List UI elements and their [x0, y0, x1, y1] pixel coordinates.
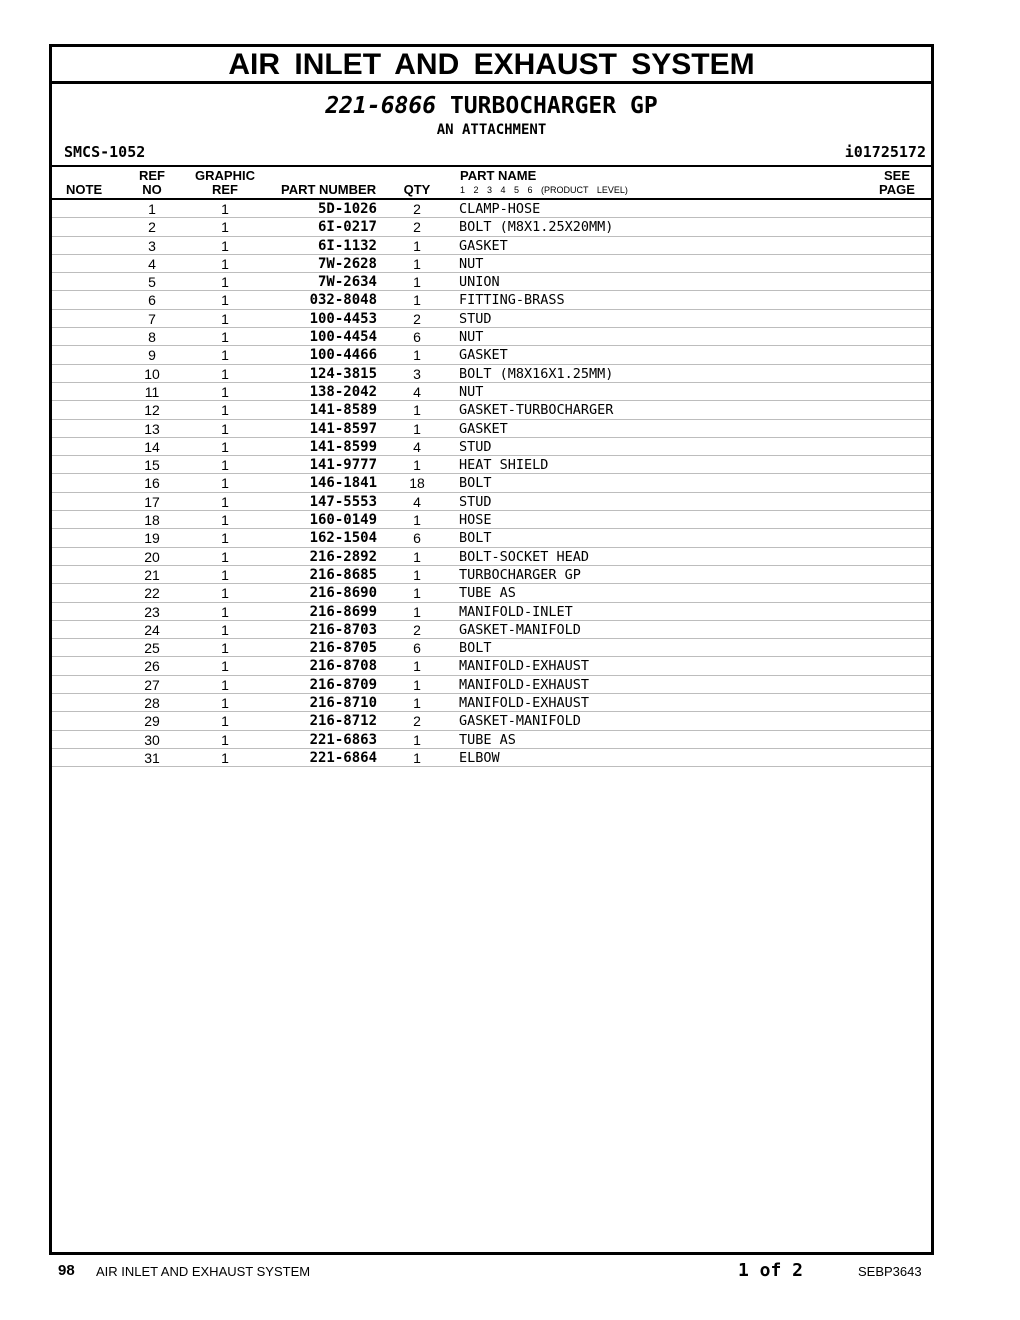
ref-no: 8: [148, 329, 156, 346]
graphic-ref: 1: [221, 347, 229, 364]
part-name: TURBOCHARGER GP: [459, 566, 581, 583]
part-name: NUT: [459, 329, 484, 346]
table-row: [52, 328, 931, 346]
ref-no: 26: [144, 658, 160, 675]
table-row: [52, 474, 931, 492]
col-graphic-top: GRAPHIC: [195, 168, 255, 183]
part-name: BOLT: [459, 640, 492, 657]
table-row: [52, 420, 931, 438]
part-name: MANIFOLD-EXHAUST: [459, 658, 590, 675]
part-number: 032-8048: [309, 292, 377, 309]
table-row: [52, 657, 931, 675]
graphic-ref: 1: [221, 493, 229, 510]
ref-no: 28: [144, 695, 160, 712]
parts-page-frame: [49, 44, 934, 1255]
ref-no: 29: [144, 713, 160, 730]
part-number: 138-2042: [309, 383, 377, 400]
quantity: 1: [413, 731, 421, 748]
graphic-ref: 1: [221, 585, 229, 602]
part-name: MANIFOLD-INLET: [459, 603, 573, 620]
quantity: 1: [413, 603, 421, 620]
product-levels: 1 2 3 4 5 6 (PRODUCT LEVEL): [460, 185, 628, 195]
col-part-number: PART NUMBER: [281, 182, 377, 197]
quantity: 1: [413, 695, 421, 712]
part-number: 124-3815: [309, 365, 377, 382]
ref-no: 16: [144, 475, 160, 492]
group-name: TURBOCHARGER GP: [449, 93, 658, 119]
ref-no: 11: [144, 383, 160, 400]
section-title: AIR INLET AND EXHAUST SYSTEM: [52, 47, 931, 84]
ref-no: 17: [144, 493, 160, 510]
col-ref-top: REF: [139, 168, 165, 183]
table-row: [52, 566, 931, 584]
part-number: 7W-2634: [317, 274, 377, 291]
table-row: [52, 383, 931, 401]
part-name: STUD: [459, 310, 492, 327]
part-number: 216-2892: [309, 548, 377, 565]
quantity: 1: [413, 548, 421, 565]
graphic-ref: 1: [221, 237, 229, 254]
part-number: 216-8708: [309, 658, 377, 675]
part-number: 160-0149: [309, 512, 377, 529]
document-id: SEBP3643: [858, 1264, 922, 1279]
table-row: [52, 548, 931, 566]
part-number: 141-8597: [309, 420, 377, 437]
table-row: [52, 731, 931, 749]
part-name: HOSE: [459, 512, 492, 529]
table-row: [52, 291, 931, 309]
graphic-ref: 1: [221, 201, 229, 217]
table-row: [52, 639, 931, 657]
quantity: 1: [413, 566, 421, 583]
graphic-ref: 1: [221, 621, 229, 638]
quantity: 1: [413, 420, 421, 437]
part-name: BOLT (M8X16X1.25MM): [459, 365, 614, 382]
graphic-ref: 1: [221, 402, 229, 419]
meta-row: [52, 141, 931, 167]
graphic-ref: 1: [221, 749, 229, 766]
ref-no: 30: [144, 731, 160, 748]
ref-no: 4: [148, 255, 156, 272]
part-number: 216-8685: [309, 566, 377, 583]
part-number: 141-8599: [309, 438, 377, 455]
part-number: 216-8690: [309, 585, 377, 602]
group-part-number: 221-6866: [325, 93, 437, 119]
illustration-id: i01725172: [844, 143, 926, 161]
quantity: 3: [413, 365, 421, 382]
part-number: 216-8712: [309, 713, 377, 730]
part-name: NUT: [459, 255, 484, 272]
part-number: 221-6864: [309, 749, 377, 766]
table-row: [52, 218, 931, 236]
part-name: UNION: [459, 274, 500, 291]
ref-no: 2: [148, 219, 156, 236]
quantity: 1: [413, 274, 421, 291]
part-number: 141-8589: [309, 402, 377, 419]
part-number: 100-4453: [309, 310, 377, 327]
table-row: [52, 456, 931, 474]
graphic-ref: 1: [221, 640, 229, 657]
ref-no: 15: [144, 457, 160, 474]
ref-no: 27: [144, 676, 160, 693]
part-number: 216-8703: [309, 621, 377, 638]
part-number: 162-1504: [309, 530, 377, 547]
part-name: STUD: [459, 438, 492, 455]
quantity: 1: [413, 676, 421, 693]
quantity: 2: [413, 713, 421, 730]
quantity: 2: [413, 310, 421, 327]
part-name: TUBE AS: [459, 585, 516, 602]
table-row: [52, 529, 931, 547]
quantity: 2: [413, 621, 421, 638]
part-name: BOLT: [459, 475, 492, 492]
ref-no: 9: [148, 347, 156, 364]
graphic-ref: 1: [221, 310, 229, 327]
table-header: [52, 167, 931, 200]
table-row: [52, 603, 931, 621]
parts-table-body: [52, 200, 931, 767]
quantity: 1: [413, 237, 421, 254]
graphic-ref: 1: [221, 219, 229, 236]
quantity: 1: [413, 749, 421, 766]
footer-section: AIR INLET AND EXHAUST SYSTEM: [96, 1264, 311, 1279]
graphic-ref: 1: [221, 695, 229, 712]
table-row: [52, 273, 931, 291]
part-number: 216-8705: [309, 640, 377, 657]
graphic-ref: 1: [221, 329, 229, 346]
part-name: GASKET-TURBOCHARGER: [459, 402, 614, 419]
graphic-ref: 1: [221, 603, 229, 620]
part-number: 216-8699: [309, 603, 377, 620]
table-row: [52, 584, 931, 602]
graphic-ref: 1: [221, 566, 229, 583]
quantity: 1: [413, 658, 421, 675]
part-name: NUT: [459, 383, 484, 400]
part-name: BOLT: [459, 530, 492, 547]
quantity: 1: [413, 292, 421, 309]
ref-no: 25: [144, 640, 160, 657]
quantity: 1: [413, 585, 421, 602]
ref-no: 23: [144, 603, 160, 620]
col-see-top: SEE: [883, 168, 910, 183]
graphic-ref: 1: [221, 420, 229, 437]
col-qty: QTY: [403, 182, 431, 197]
quantity: 1: [413, 402, 421, 419]
ref-no: 21: [144, 566, 160, 583]
graphic-ref: 1: [221, 713, 229, 730]
ref-no: 22: [144, 585, 160, 602]
graphic-ref: 1: [221, 658, 229, 675]
graphic-ref: 1: [221, 512, 229, 529]
col-part-name: PART NAME: [460, 168, 537, 183]
part-name: STUD: [459, 493, 492, 510]
ref-no: 20: [144, 548, 160, 565]
graphic-ref: 1: [221, 731, 229, 748]
table-row: [52, 346, 931, 364]
ref-no: 3: [148, 237, 156, 254]
part-name: GASKET: [459, 420, 508, 437]
table-row: [52, 200, 931, 218]
part-name: GASKET: [459, 347, 508, 364]
graphic-ref: 1: [221, 475, 229, 492]
graphic-ref: 1: [221, 255, 229, 272]
graphic-ref: 1: [221, 365, 229, 382]
part-name: FITTING-BRASS: [459, 292, 565, 309]
quantity: 1: [413, 347, 421, 364]
part-number: 7W-2628: [317, 255, 377, 272]
part-name: HEAT SHIELD: [459, 457, 549, 474]
quantity: 4: [413, 438, 421, 455]
graphic-ref: 1: [221, 530, 229, 547]
graphic-ref: 1: [221, 438, 229, 455]
graphic-ref: 1: [221, 457, 229, 474]
part-number: 141-9777: [309, 457, 377, 474]
part-name: MANIFOLD-EXHAUST: [459, 676, 590, 693]
ref-no: 7: [148, 310, 156, 327]
part-number: 100-4454: [309, 329, 377, 346]
table-row: [52, 712, 931, 730]
col-graphic-bottom: REF: [212, 182, 238, 197]
part-number: 6I-1132: [317, 237, 377, 254]
table-row: [52, 493, 931, 511]
quantity: 2: [413, 219, 421, 236]
ref-no: 19: [144, 530, 160, 547]
part-name: MANIFOLD-EXHAUST: [459, 695, 590, 712]
table-row: [52, 310, 931, 328]
group-heading: [52, 92, 931, 120]
ref-no: 31: [144, 749, 160, 766]
ref-no: 18: [144, 512, 160, 529]
part-name: BOLT (M8X1.25X20MM): [459, 219, 614, 236]
quantity: 6: [413, 329, 421, 346]
ref-no: 5: [148, 274, 156, 291]
table-row: [52, 511, 931, 529]
part-number: 221-6863: [309, 731, 377, 748]
part-name: ELBOW: [459, 749, 500, 766]
quantity: 4: [413, 383, 421, 400]
ref-no: 1: [148, 201, 156, 217]
col-ref-bottom: NO: [142, 182, 162, 197]
table-row: [52, 676, 931, 694]
graphic-ref: 1: [221, 676, 229, 693]
quantity: 1: [413, 255, 421, 272]
part-number: 216-8709: [309, 676, 377, 693]
part-name: CLAMP-HOSE: [459, 201, 541, 217]
col-note: NOTE: [66, 182, 103, 197]
graphic-ref: 1: [221, 292, 229, 309]
ref-no: 6: [148, 292, 156, 309]
table-row: [52, 621, 931, 639]
table-row: [52, 694, 931, 712]
part-number: 146-1841: [309, 475, 377, 492]
table-row: [52, 237, 931, 255]
page-number: 98: [58, 1262, 75, 1279]
table-row: [52, 365, 931, 383]
part-number: 5D-1026: [317, 201, 377, 217]
quantity: 6: [413, 640, 421, 657]
quantity: 6: [413, 530, 421, 547]
part-number: 100-4466: [309, 347, 377, 364]
ref-no: 12: [144, 402, 160, 419]
part-name: BOLT-SOCKET HEAD: [459, 548, 590, 565]
ref-no: 24: [144, 621, 160, 638]
quantity: 18: [409, 475, 425, 492]
ref-no: 13: [144, 420, 160, 437]
quantity: 4: [413, 493, 421, 510]
table-row: [52, 438, 931, 456]
quantity: 2: [413, 201, 421, 217]
graphic-ref: 1: [221, 383, 229, 400]
table-row: [52, 255, 931, 273]
part-name: TUBE AS: [459, 731, 516, 748]
table-row: [52, 749, 931, 767]
attachment-label: AN ATTACHMENT: [436, 122, 547, 138]
part-number: 147-5553: [309, 493, 377, 510]
part-name: GASKET: [459, 237, 508, 254]
graphic-ref: 1: [221, 548, 229, 565]
part-number: 216-8710: [309, 695, 377, 712]
part-name: GASKET-MANIFOLD: [459, 713, 581, 730]
col-see-bottom: PAGE: [879, 182, 915, 197]
smcs-code: SMCS-1052: [64, 143, 146, 161]
page-of: 1 of 2: [738, 1260, 804, 1281]
graphic-ref: 1: [221, 274, 229, 291]
ref-no: 10: [144, 365, 160, 382]
ref-no: 14: [144, 438, 160, 455]
quantity: 1: [413, 457, 421, 474]
page-footer: [0, 1260, 1020, 1284]
table-row: [52, 401, 931, 419]
part-number: 6I-0217: [317, 219, 377, 236]
quantity: 1: [413, 512, 421, 529]
part-name: GASKET-MANIFOLD: [459, 621, 581, 638]
